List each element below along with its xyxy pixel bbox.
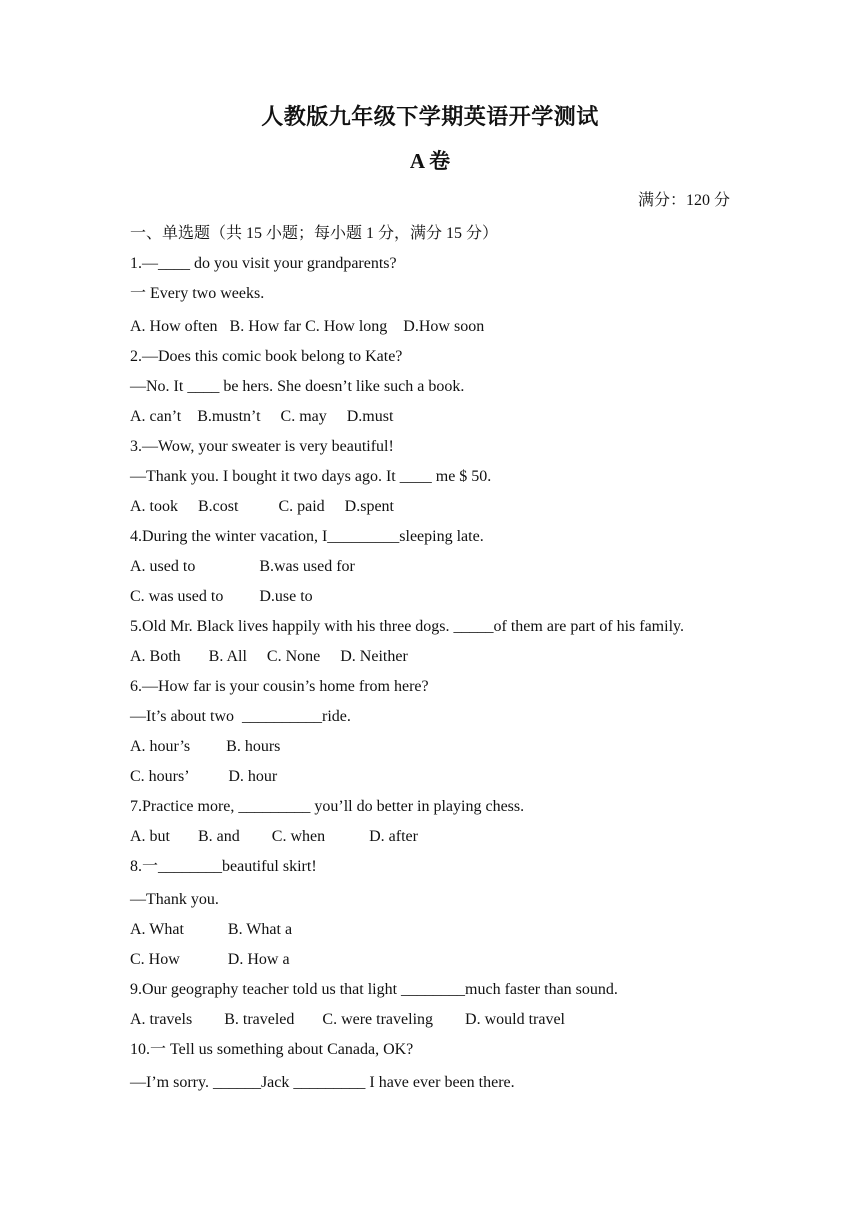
question-3 [130, 435, 740, 525]
question-reply: —No. It ____ be hers. She doesn’t like such a book. [130, 378, 465, 395]
section-heading: 一、单选题（共 15 小题；每小题 1 分，满分 15 分） [130, 225, 499, 242]
answer-options: C. hours’ D. hour [130, 768, 278, 785]
total-score: 满分：120 分 [637, 192, 730, 209]
answer-options: A. but B. and C. when D. after [130, 828, 418, 845]
answer-options: C. How D. How a [130, 951, 290, 968]
question-reply: —I’m sorry. ______Jack _________ I have ever been there. [130, 1074, 515, 1091]
question-7 [130, 795, 740, 855]
answer-options: A. travels B. traveled C. were traveling D. would travel [130, 1011, 565, 1028]
question-section [130, 222, 740, 1101]
exam-title: 人教版九年级下学期英语开学测试 [261, 104, 599, 129]
answer-options: A. What B. What a [130, 921, 293, 938]
question-reply: —Thank you. I bought it two days ago. It ____ me $ 50. [130, 468, 492, 485]
question-reply: —It’s about two __________ride. [130, 708, 351, 725]
question-stem: 4.During the winter vacation, I_________sleeping late. [130, 528, 484, 545]
question-4 [130, 525, 740, 615]
question-2 [130, 345, 740, 435]
answer-options: A. How often B. How far C. How long D.How soon [130, 318, 485, 335]
question-9 [130, 978, 740, 1038]
answer-options: A. Both B. All C. None D. Neither [130, 648, 408, 665]
question-5 [130, 615, 740, 675]
question-6 [130, 675, 740, 795]
question-stem: 3.—Wow, your sweater is very beautiful! [130, 438, 394, 455]
question-stem: 8.一________beautiful skirt! [130, 858, 317, 875]
question-10 [130, 1038, 740, 1101]
answer-options: A. took B.cost C. paid D.spent [130, 498, 394, 515]
answer-options: A. hour’s B. hours [130, 738, 281, 755]
question-1 [130, 252, 740, 345]
question-stem: 6.—How far is your cousin’s home from here? [130, 678, 429, 695]
question-stem: 5.Old Mr. Black lives happily with his three dogs. _____of them are part of his family. [130, 618, 684, 635]
answer-options: A. used to B.was used for [130, 558, 355, 575]
answer-options: A. can’t B.mustn’t C. may D.must [130, 408, 394, 425]
question-stem: 1.—____ do you visit your grandparents? [130, 255, 397, 272]
question-stem: 2.—Does this comic book belong to Kate? [130, 348, 403, 365]
question-reply: —Thank you. [130, 891, 219, 908]
question-stem: 7.Practice more, _________ you’ll do better in playing chess. [130, 798, 525, 815]
question-8 [130, 855, 740, 978]
paper-label: A 卷 [409, 149, 451, 173]
question-stem: 10.一 Tell us something about Canada, OK? [130, 1041, 414, 1058]
answer-options: C. was used to D.use to [130, 588, 313, 605]
question-stem: 9.Our geography teacher told us that light ________much faster than sound. [130, 981, 618, 998]
question-reply: 一 Every two weeks. [130, 285, 265, 302]
